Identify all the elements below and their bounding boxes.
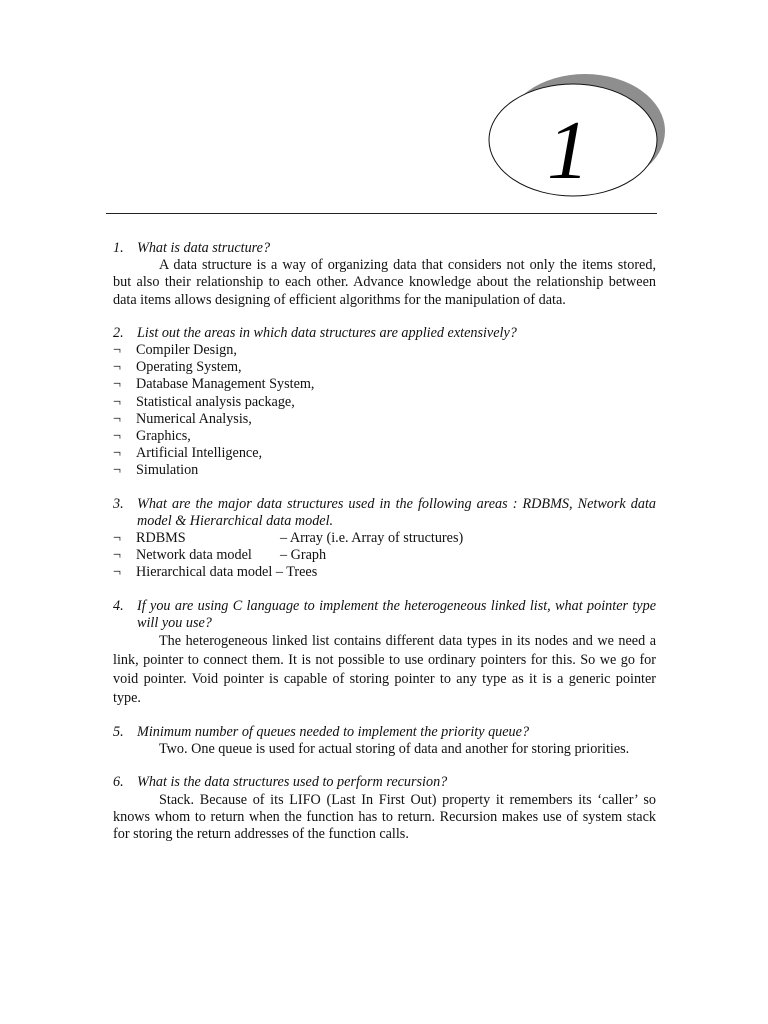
question-text: Minimum number of queues needed to implement the priority queue? (137, 724, 530, 741)
question-number: 4. (113, 597, 124, 614)
question-heading (113, 240, 656, 257)
bullet-symbol: ¬ (113, 445, 122, 462)
list-item (113, 376, 656, 393)
bullet-symbol: ¬ (113, 564, 122, 581)
list-item-text: Simulation (136, 462, 199, 479)
question-heading (113, 724, 656, 741)
qa-content (113, 240, 656, 859)
chapter-number-badge (486, 74, 666, 204)
question-text: If you are using C language to implement the heterogeneous linked list, what pointer type will you use? (137, 597, 656, 631)
list-item-text: Graphics, (136, 428, 191, 445)
list-item (113, 359, 656, 376)
bullet-symbol: ¬ (113, 393, 122, 410)
list-item (113, 428, 656, 445)
answer-paragraph: Two. One queue is used for actual storing of data and another for storing priorities. (159, 741, 630, 758)
list-item (113, 394, 656, 411)
question-number: 1. (113, 240, 124, 256)
list-item-text: Database Management System, (136, 376, 315, 393)
structure-name: – Graph (280, 547, 327, 564)
structure-mapping-list (113, 530, 656, 582)
question-number: 2. (113, 324, 124, 341)
list-item-text: Operating System, (136, 359, 242, 376)
question-text: What is data structure? (137, 240, 271, 256)
question-heading (113, 774, 656, 791)
list-item (113, 342, 656, 359)
answer-paragraph: Stack. Because of its LIFO (Last In First Out) property it remembers its ‘caller’ so knows whom to return when the function has to return. Recursion makes use of system stack for storing the return addresses of the function calls. (113, 791, 656, 843)
area-name: Hierarchical data model (136, 564, 273, 581)
chapter-number: 1 (547, 104, 589, 197)
list-item (113, 564, 656, 581)
question-6 (113, 774, 656, 843)
bullet-symbol: ¬ (113, 342, 122, 359)
question-2 (113, 325, 656, 480)
area-name: Network data model (136, 547, 252, 564)
question-5 (113, 724, 656, 758)
question-3 (113, 496, 656, 582)
list-item (113, 462, 656, 479)
list-item-text: Numerical Analysis, (136, 410, 252, 427)
bullet-symbol: ¬ (113, 428, 122, 445)
structure-name: – Trees (275, 564, 318, 581)
structure-name: – Array (i.e. Array of structures) (280, 530, 464, 547)
question-heading (113, 496, 656, 530)
question-text: List out the areas in which data structures are applied extensively? (137, 324, 517, 341)
list-item (113, 411, 656, 428)
answer-paragraph: A data structure is a way of organizing data that considers not only the items stored, but also their relationship to each other. Advance knowledge about the relationship between data items allows designing of efficient algorithms for the manipulation of data. (113, 257, 656, 308)
question-number: 3. (113, 495, 124, 512)
list-item-text: Artificial Intelligence, (136, 445, 263, 462)
question-4 (113, 598, 656, 708)
bullet-symbol: ¬ (113, 410, 122, 427)
area-name: RDBMS (136, 530, 186, 547)
list-item-text: Statistical analysis package, (136, 393, 295, 410)
bullet-symbol: ¬ (113, 462, 122, 479)
question-text: What are the major data structures used in the following areas : RDBMS, Network data model & Hierarchical data model. (137, 495, 656, 529)
list-item-text: Compiler Design, (136, 342, 237, 359)
bullet-symbol: ¬ (113, 376, 122, 393)
answer-paragraph: The heterogeneous linked list contains different data types in its nodes and we need a link, pointer to connect them. It is not possible to use ordinary pointers for this. So we go for void pointer. Void pointer is capable of storing pointer to any type as it is a generic pointer type. (113, 633, 656, 707)
list-item (113, 547, 656, 564)
question-heading (113, 325, 656, 342)
question-number: 6. (113, 774, 124, 791)
application-area-list (113, 342, 656, 480)
bullet-symbol: ¬ (113, 530, 122, 547)
list-item (113, 530, 656, 547)
list-item (113, 445, 656, 462)
header-rule (106, 213, 657, 214)
question-1 (113, 240, 656, 309)
question-number: 5. (113, 724, 124, 741)
question-heading (113, 598, 656, 632)
question-text: What is the data structures used to perform recursion? (137, 774, 448, 791)
bullet-symbol: ¬ (113, 359, 122, 376)
bullet-symbol: ¬ (113, 547, 122, 564)
